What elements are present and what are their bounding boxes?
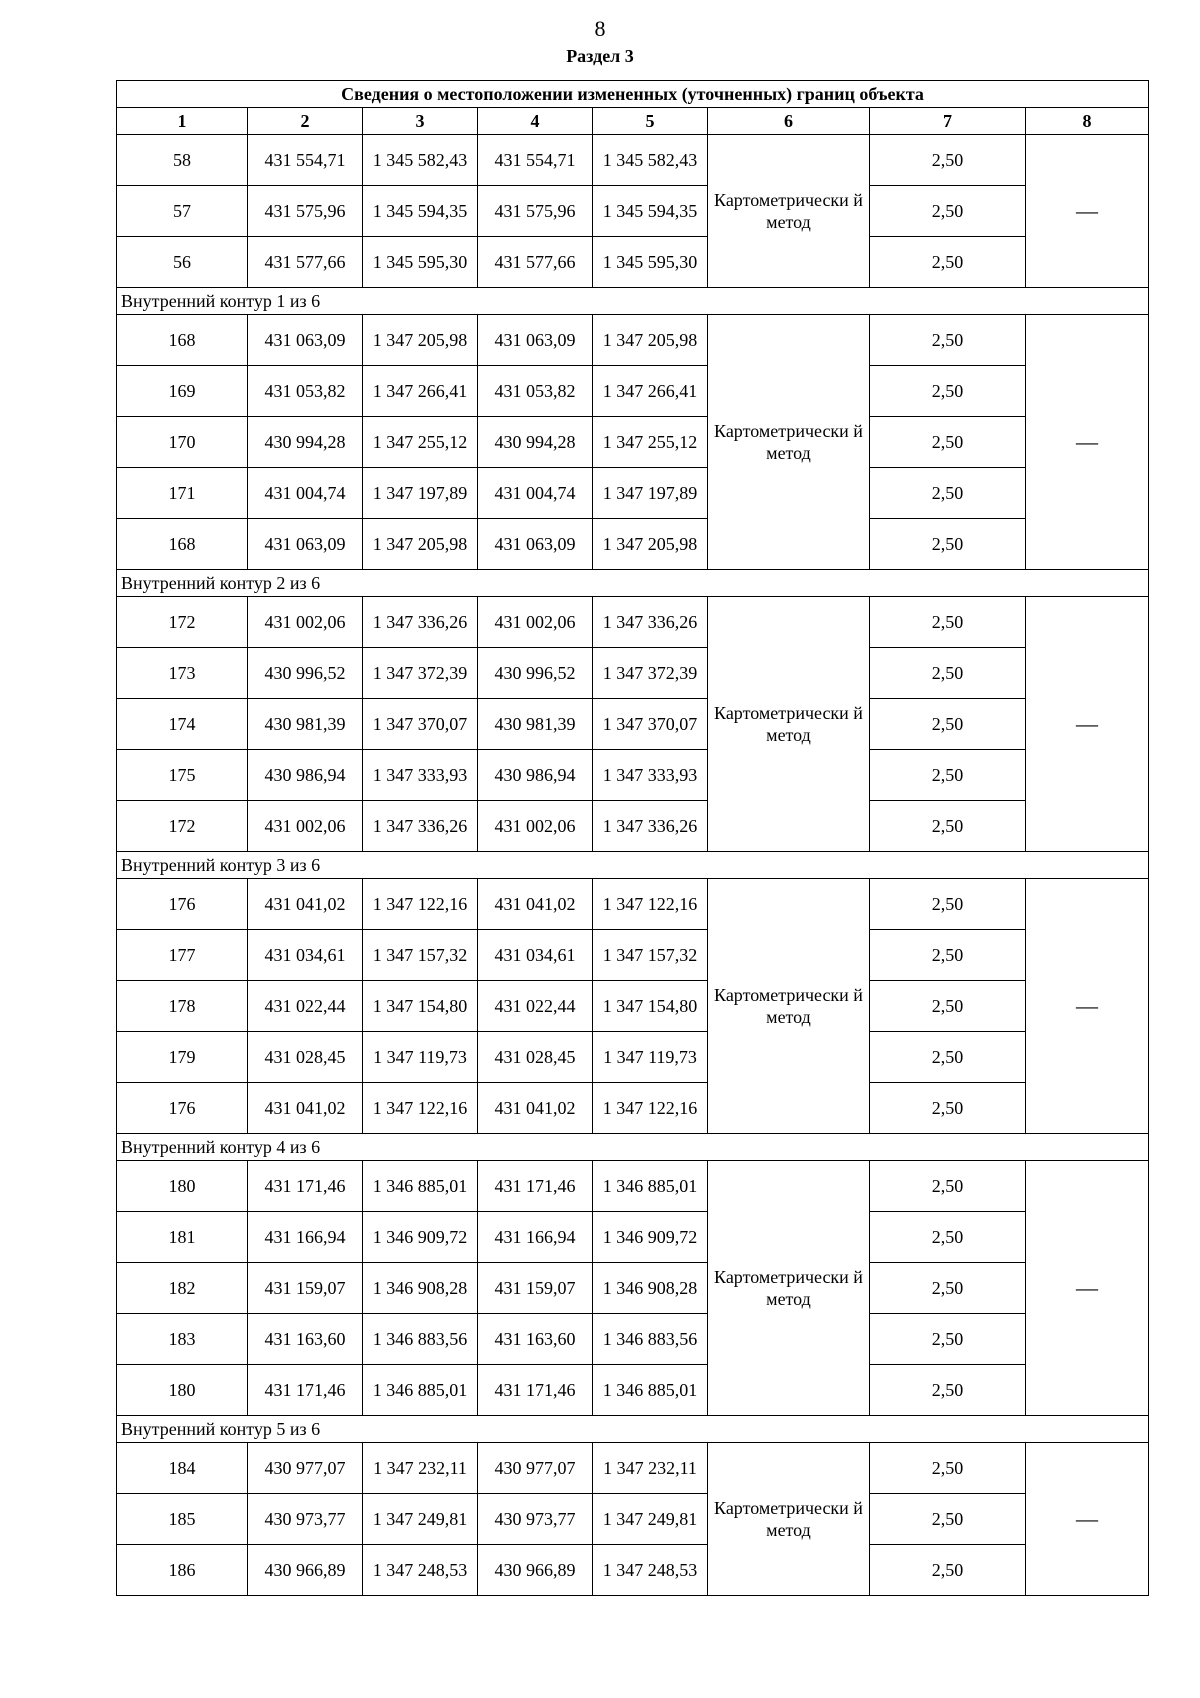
x-existing-cell: 431 028,45: [248, 1032, 363, 1083]
point-number-cell: 58: [117, 135, 248, 186]
note-cell: —: [1026, 597, 1149, 852]
y-existing-cell: 1 346 885,01: [363, 1161, 478, 1212]
y-existing-cell: 1 345 582,43: [363, 135, 478, 186]
method-cell: Картометрически й метод: [708, 135, 870, 288]
x-new-cell: 431 554,71: [478, 135, 593, 186]
y-new-cell: 1 347 248,53: [593, 1545, 708, 1596]
accuracy-cell: 2,50: [870, 468, 1026, 519]
y-new-cell: 1 347 157,32: [593, 930, 708, 981]
table-row: [117, 1314, 1149, 1365]
y-existing-cell: 1 345 594,35: [363, 186, 478, 237]
y-new-cell: 1 347 205,98: [593, 315, 708, 366]
x-new-cell: 431 577,66: [478, 237, 593, 288]
point-number-cell: 181: [117, 1212, 248, 1263]
note-cell: —: [1026, 135, 1149, 288]
x-existing-cell: 431 163,60: [248, 1314, 363, 1365]
x-existing-cell: 431 063,09: [248, 315, 363, 366]
contour-label-row: [117, 1134, 1149, 1161]
accuracy-cell: 2,50: [870, 930, 1026, 981]
x-new-cell: 431 159,07: [478, 1263, 593, 1314]
x-new-cell: 431 002,06: [478, 597, 593, 648]
table-row: [117, 981, 1149, 1032]
contour-label-row: [117, 570, 1149, 597]
accuracy-cell: 2,50: [870, 315, 1026, 366]
accuracy-cell: 2,50: [870, 1263, 1026, 1314]
point-number-cell: 180: [117, 1161, 248, 1212]
x-existing-cell: 430 966,89: [248, 1545, 363, 1596]
x-new-cell: 431 171,46: [478, 1161, 593, 1212]
table-row: [117, 1494, 1149, 1545]
y-existing-cell: 1 347 197,89: [363, 468, 478, 519]
x-existing-cell: 431 577,66: [248, 237, 363, 288]
x-new-cell: 431 575,96: [478, 186, 593, 237]
point-number-cell: 170: [117, 417, 248, 468]
coordinates-table: [116, 80, 1149, 1596]
accuracy-cell: 2,50: [870, 1083, 1026, 1134]
x-new-cell: 430 996,52: [478, 648, 593, 699]
y-existing-cell: 1 347 157,32: [363, 930, 478, 981]
x-new-cell: 430 973,77: [478, 1494, 593, 1545]
y-new-cell: 1 347 119,73: [593, 1032, 708, 1083]
accuracy-cell: 2,50: [870, 1443, 1026, 1494]
method-cell: Картометрически й метод: [708, 597, 870, 852]
table-body: [117, 135, 1149, 1596]
contour-label: Внутренний контур 2 из 6: [117, 570, 1149, 597]
y-new-cell: 1 346 909,72: [593, 1212, 708, 1263]
accuracy-cell: 2,50: [870, 648, 1026, 699]
x-new-cell: 431 053,82: [478, 366, 593, 417]
contour-label: Внутренний контур 3 из 6: [117, 852, 1149, 879]
table-row: [117, 648, 1149, 699]
x-new-cell: 430 986,94: [478, 750, 593, 801]
x-new-cell: 430 977,07: [478, 1443, 593, 1494]
point-number-cell: 186: [117, 1545, 248, 1596]
point-number-cell: 184: [117, 1443, 248, 1494]
x-existing-cell: 431 166,94: [248, 1212, 363, 1263]
table-row: [117, 468, 1149, 519]
y-new-cell: 1 346 885,01: [593, 1161, 708, 1212]
column-number: 3: [363, 108, 478, 135]
table-row: [117, 597, 1149, 648]
x-new-cell: 431 002,06: [478, 801, 593, 852]
x-existing-cell: 431 034,61: [248, 930, 363, 981]
column-number: 7: [870, 108, 1026, 135]
y-existing-cell: 1 346 883,56: [363, 1314, 478, 1365]
accuracy-cell: 2,50: [870, 981, 1026, 1032]
contour-label: Внутренний контур 5 из 6: [117, 1416, 1149, 1443]
point-number-cell: 169: [117, 366, 248, 417]
point-number-cell: 175: [117, 750, 248, 801]
y-existing-cell: 1 347 248,53: [363, 1545, 478, 1596]
table-row: [117, 366, 1149, 417]
y-new-cell: 1 347 197,89: [593, 468, 708, 519]
x-existing-cell: 430 977,07: [248, 1443, 363, 1494]
x-existing-cell: 431 053,82: [248, 366, 363, 417]
note-cell: —: [1026, 1161, 1149, 1416]
x-existing-cell: 431 575,96: [248, 186, 363, 237]
x-new-cell: 430 994,28: [478, 417, 593, 468]
y-existing-cell: 1 347 122,16: [363, 879, 478, 930]
accuracy-cell: 2,50: [870, 1032, 1026, 1083]
column-number: 1: [117, 108, 248, 135]
contour-label: Внутренний контур 1 из 6: [117, 288, 1149, 315]
y-new-cell: 1 347 154,80: [593, 981, 708, 1032]
y-existing-cell: 1 346 885,01: [363, 1365, 478, 1416]
y-existing-cell: 1 347 370,07: [363, 699, 478, 750]
y-existing-cell: 1 347 119,73: [363, 1032, 478, 1083]
y-existing-cell: 1 347 122,16: [363, 1083, 478, 1134]
x-new-cell: 431 041,02: [478, 879, 593, 930]
table-row: [117, 1212, 1149, 1263]
y-new-cell: 1 347 255,12: [593, 417, 708, 468]
table-row: [117, 750, 1149, 801]
x-existing-cell: 431 041,02: [248, 879, 363, 930]
table-row: [117, 1365, 1149, 1416]
accuracy-cell: 2,50: [870, 1161, 1026, 1212]
x-existing-cell: 431 022,44: [248, 981, 363, 1032]
y-existing-cell: 1 347 205,98: [363, 315, 478, 366]
x-new-cell: 431 166,94: [478, 1212, 593, 1263]
table-row: [117, 1032, 1149, 1083]
x-new-cell: 431 004,74: [478, 468, 593, 519]
x-existing-cell: 431 041,02: [248, 1083, 363, 1134]
accuracy-cell: 2,50: [870, 1314, 1026, 1365]
method-cell: Картометрически й метод: [708, 1443, 870, 1596]
accuracy-cell: 2,50: [870, 879, 1026, 930]
y-new-cell: 1 347 370,07: [593, 699, 708, 750]
point-number-cell: 179: [117, 1032, 248, 1083]
y-existing-cell: 1 345 595,30: [363, 237, 478, 288]
column-number: 8: [1026, 108, 1149, 135]
table-row: [117, 315, 1149, 366]
method-cell: Картометрически й метод: [708, 879, 870, 1134]
contour-label-row: [117, 852, 1149, 879]
column-number: 4: [478, 108, 593, 135]
y-new-cell: 1 347 372,39: [593, 648, 708, 699]
accuracy-cell: 2,50: [870, 237, 1026, 288]
table-row: [117, 237, 1149, 288]
note-cell: —: [1026, 1443, 1149, 1596]
table-title-row: [117, 81, 1149, 108]
table-row: [117, 135, 1149, 186]
accuracy-cell: 2,50: [870, 1365, 1026, 1416]
x-existing-cell: 431 002,06: [248, 801, 363, 852]
point-number-cell: 172: [117, 801, 248, 852]
accuracy-cell: 2,50: [870, 1212, 1026, 1263]
point-number-cell: 178: [117, 981, 248, 1032]
x-new-cell: 431 171,46: [478, 1365, 593, 1416]
x-new-cell: 431 041,02: [478, 1083, 593, 1134]
column-number: 6: [708, 108, 870, 135]
y-new-cell: 1 347 122,16: [593, 1083, 708, 1134]
x-new-cell: 430 966,89: [478, 1545, 593, 1596]
table-row: [117, 186, 1149, 237]
x-existing-cell: 431 159,07: [248, 1263, 363, 1314]
y-existing-cell: 1 347 372,39: [363, 648, 478, 699]
accuracy-cell: 2,50: [870, 597, 1026, 648]
y-existing-cell: 1 347 336,26: [363, 597, 478, 648]
accuracy-cell: 2,50: [870, 750, 1026, 801]
y-existing-cell: 1 347 205,98: [363, 519, 478, 570]
x-new-cell: 431 028,45: [478, 1032, 593, 1083]
note-cell: —: [1026, 879, 1149, 1134]
column-number-row: [117, 108, 1149, 135]
accuracy-cell: 2,50: [870, 417, 1026, 468]
point-number-cell: 172: [117, 597, 248, 648]
y-existing-cell: 1 346 908,28: [363, 1263, 478, 1314]
point-number-cell: 173: [117, 648, 248, 699]
y-existing-cell: 1 346 909,72: [363, 1212, 478, 1263]
table-row: [117, 1545, 1149, 1596]
point-number-cell: 171: [117, 468, 248, 519]
x-existing-cell: 431 554,71: [248, 135, 363, 186]
x-existing-cell: 431 004,74: [248, 468, 363, 519]
y-new-cell: 1 347 249,81: [593, 1494, 708, 1545]
y-existing-cell: 1 347 336,26: [363, 801, 478, 852]
point-number-cell: 183: [117, 1314, 248, 1365]
x-new-cell: 431 063,09: [478, 315, 593, 366]
accuracy-cell: 2,50: [870, 699, 1026, 750]
table-row: [117, 417, 1149, 468]
y-existing-cell: 1 347 249,81: [363, 1494, 478, 1545]
accuracy-cell: 2,50: [870, 519, 1026, 570]
point-number-cell: 185: [117, 1494, 248, 1545]
x-existing-cell: 430 986,94: [248, 750, 363, 801]
method-cell: Картометрически й метод: [708, 315, 870, 570]
x-existing-cell: 431 002,06: [248, 597, 363, 648]
column-number: 5: [593, 108, 708, 135]
point-number-cell: 180: [117, 1365, 248, 1416]
table-row: [117, 1263, 1149, 1314]
point-number-cell: 176: [117, 879, 248, 930]
contour-label-row: [117, 1416, 1149, 1443]
x-new-cell: 431 063,09: [478, 519, 593, 570]
point-number-cell: 56: [117, 237, 248, 288]
y-new-cell: 1 346 885,01: [593, 1365, 708, 1416]
point-number-cell: 168: [117, 315, 248, 366]
contour-label: Внутренний контур 4 из 6: [117, 1134, 1149, 1161]
x-new-cell: 430 981,39: [478, 699, 593, 750]
y-new-cell: 1 346 908,28: [593, 1263, 708, 1314]
y-new-cell: 1 345 595,30: [593, 237, 708, 288]
point-number-cell: 177: [117, 930, 248, 981]
accuracy-cell: 2,50: [870, 135, 1026, 186]
table-row: [117, 930, 1149, 981]
y-new-cell: 1 347 232,11: [593, 1443, 708, 1494]
contour-label-row: [117, 288, 1149, 315]
point-number-cell: 174: [117, 699, 248, 750]
y-existing-cell: 1 347 232,11: [363, 1443, 478, 1494]
table-title: Сведения о местоположении измененных (уточненных) границ объекта: [117, 81, 1149, 108]
x-new-cell: 431 163,60: [478, 1314, 593, 1365]
y-new-cell: 1 347 336,26: [593, 801, 708, 852]
table-row: [117, 519, 1149, 570]
method-cell: Картометрически й метод: [708, 1161, 870, 1416]
y-new-cell: 1 347 266,41: [593, 366, 708, 417]
y-new-cell: 1 345 594,35: [593, 186, 708, 237]
y-existing-cell: 1 347 333,93: [363, 750, 478, 801]
point-number-cell: 57: [117, 186, 248, 237]
x-existing-cell: 430 981,39: [248, 699, 363, 750]
table-row: [117, 1443, 1149, 1494]
table-row: [117, 1161, 1149, 1212]
y-new-cell: 1 345 582,43: [593, 135, 708, 186]
table-row: [117, 801, 1149, 852]
y-new-cell: 1 346 883,56: [593, 1314, 708, 1365]
point-number-cell: 176: [117, 1083, 248, 1134]
point-number-cell: 168: [117, 519, 248, 570]
y-new-cell: 1 347 205,98: [593, 519, 708, 570]
x-new-cell: 431 034,61: [478, 930, 593, 981]
accuracy-cell: 2,50: [870, 801, 1026, 852]
table-row: [117, 1083, 1149, 1134]
accuracy-cell: 2,50: [870, 1545, 1026, 1596]
page-number: 8: [594, 16, 606, 41]
x-existing-cell: 430 973,77: [248, 1494, 363, 1545]
point-number-cell: 182: [117, 1263, 248, 1314]
y-new-cell: 1 347 333,93: [593, 750, 708, 801]
y-new-cell: 1 347 336,26: [593, 597, 708, 648]
section-title: Раздел 3: [566, 46, 634, 66]
x-existing-cell: 431 171,46: [248, 1365, 363, 1416]
table-row: [117, 699, 1149, 750]
accuracy-cell: 2,50: [870, 366, 1026, 417]
y-existing-cell: 1 347 266,41: [363, 366, 478, 417]
x-existing-cell: 431 063,09: [248, 519, 363, 570]
x-new-cell: 431 022,44: [478, 981, 593, 1032]
note-cell: —: [1026, 315, 1149, 570]
y-existing-cell: 1 347 255,12: [363, 417, 478, 468]
x-existing-cell: 430 994,28: [248, 417, 363, 468]
y-existing-cell: 1 347 154,80: [363, 981, 478, 1032]
table-row: [117, 879, 1149, 930]
accuracy-cell: 2,50: [870, 186, 1026, 237]
column-number: 2: [248, 108, 363, 135]
x-existing-cell: 430 996,52: [248, 648, 363, 699]
accuracy-cell: 2,50: [870, 1494, 1026, 1545]
x-existing-cell: 431 171,46: [248, 1161, 363, 1212]
y-new-cell: 1 347 122,16: [593, 879, 708, 930]
